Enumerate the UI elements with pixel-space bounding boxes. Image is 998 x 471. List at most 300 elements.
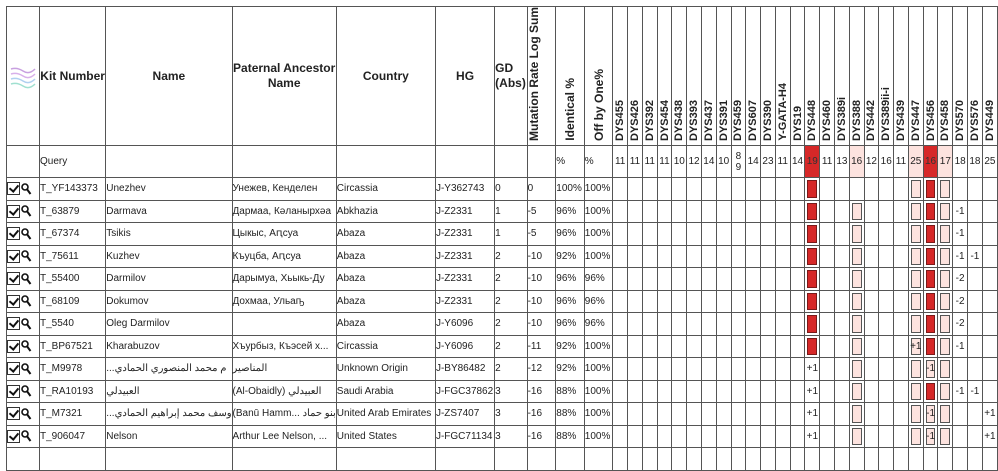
marker-header-dys392[interactable] — [642, 7, 657, 146]
paternal-ancestor-cell: Хъурбыз, Къэсей х... — [232, 335, 336, 358]
kit-number-cell[interactable]: T_5540 — [40, 313, 106, 336]
marker-header-label: Y-GATA-H4 — [776, 83, 789, 141]
query-marker-value: 19 — [805, 146, 820, 178]
kit-number-cell[interactable]: T_YF143373 — [40, 178, 106, 201]
marker-cell — [879, 178, 894, 201]
marker-cell — [923, 200, 938, 223]
select-checkbox[interactable] — [7, 250, 20, 263]
marker-cell — [731, 380, 746, 403]
logo-icon — [9, 65, 37, 87]
header-paternal-ancestor[interactable]: Paternal Ancestor Name — [232, 7, 336, 146]
marker-cell — [687, 200, 702, 223]
search-icon[interactable] — [21, 385, 31, 397]
marker-cell — [894, 313, 909, 336]
marker-cell — [864, 335, 879, 358]
marker-cell — [657, 403, 672, 426]
header-name[interactable]: Name — [106, 7, 232, 146]
select-checkbox[interactable] — [7, 182, 20, 195]
country-cell: Circassia — [336, 335, 435, 358]
off-by-one-cell: 100% — [584, 335, 613, 358]
marker-cell — [908, 380, 923, 403]
marker-header-dys607[interactable] — [746, 7, 761, 146]
marker-header-dys449[interactable] — [982, 7, 997, 146]
marker-cell — [672, 178, 687, 201]
country-cell: Unknown Origin — [336, 358, 435, 381]
marker-header-dys391[interactable] — [716, 7, 731, 146]
marker-cell — [894, 448, 909, 471]
app-logo — [7, 65, 39, 87]
marker-cell — [894, 358, 909, 381]
query-marker-value: 25 — [908, 146, 923, 178]
search-icon[interactable] — [21, 340, 31, 352]
marker-cell — [790, 245, 805, 268]
table-row[interactable] — [7, 178, 998, 201]
header-hg[interactable]: HG — [435, 7, 494, 146]
match-marker-swatch — [926, 225, 936, 243]
marker-cell — [805, 290, 820, 313]
country-cell: Abaza — [336, 245, 435, 268]
search-icon[interactable] — [21, 295, 31, 307]
kit-number-cell[interactable]: T_68109 — [40, 290, 106, 313]
select-checkbox[interactable] — [7, 295, 20, 308]
marker-cell — [790, 290, 805, 313]
marker-cell — [672, 313, 687, 336]
marker-cell — [864, 268, 879, 291]
marker-cell — [894, 200, 909, 223]
identical-pct-cell: 96% — [556, 290, 585, 313]
name-cell: Darmilov — [106, 268, 232, 291]
haplogroup-cell: J-Z2331 — [435, 290, 494, 313]
select-checkbox[interactable] — [7, 407, 20, 420]
marker-cell — [982, 245, 997, 268]
query-marker-swatch — [940, 293, 950, 311]
marker-cell — [761, 178, 776, 201]
haplogroup-cell: J-Z2331 — [435, 245, 494, 268]
marker-cell — [820, 223, 835, 246]
search-icon[interactable] — [21, 273, 31, 285]
query-ancestor-blank — [232, 146, 336, 178]
marker-cell — [672, 403, 687, 426]
marker-cell — [879, 403, 894, 426]
marker-cell — [716, 200, 731, 223]
marker-header-label: DYS393 — [688, 100, 701, 141]
off-by-one-cell — [584, 448, 613, 471]
query-marker-swatch — [940, 428, 950, 446]
marker-cell — [701, 268, 716, 291]
marker-cell — [701, 403, 716, 426]
genetic-distance-cell: 2 — [495, 290, 527, 313]
marker-cell — [790, 358, 805, 381]
marker-cell — [790, 178, 805, 201]
marker-cell — [746, 290, 761, 313]
country-cell: Saudi Arabia — [336, 380, 435, 403]
query-marker-swatch — [911, 383, 921, 401]
marker-cell — [834, 223, 849, 246]
marker-cell — [879, 425, 894, 448]
marker-header-dys576[interactable] — [968, 7, 983, 146]
table-row[interactable] — [7, 425, 998, 448]
search-icon[interactable] — [21, 408, 31, 420]
marker-header-label: DYS389ii-i — [880, 87, 893, 141]
marker-cell — [908, 448, 923, 471]
marker-cell — [701, 313, 716, 336]
marker-header-dys437[interactable] — [701, 7, 716, 146]
marker-difference: -1 — [955, 385, 965, 397]
marker-cell — [716, 448, 731, 471]
identical-pct-cell: 96% — [556, 268, 585, 291]
kit-number-cell[interactable]: T_63879 — [40, 200, 106, 223]
marker-header-label: DYS437 — [702, 100, 715, 141]
name-cell: Unezhev — [106, 178, 232, 201]
marker-header-dys426[interactable] — [628, 7, 643, 146]
table-row[interactable] — [7, 268, 998, 291]
query-marker-swatch — [940, 315, 950, 333]
marker-cell — [642, 223, 657, 246]
marker-cell — [968, 200, 983, 223]
query-hg-blank — [435, 146, 494, 178]
haplogroup-cell: J-Z2331 — [435, 200, 494, 223]
search-icon[interactable] — [21, 250, 31, 262]
marker-cell — [938, 268, 953, 291]
header-mutation-rate-label: Mutation Rate Log Sum — [527, 7, 542, 141]
marker-header-dys19[interactable] — [790, 7, 805, 146]
off-by-one-cell: 100% — [584, 223, 613, 246]
marker-cell — [982, 358, 997, 381]
name-cell — [106, 448, 232, 471]
marker-cell — [790, 425, 805, 448]
marker-cell — [894, 403, 909, 426]
table-row[interactable] — [7, 358, 998, 381]
marker-header-dys455[interactable] — [613, 7, 628, 146]
marker-cell — [968, 380, 983, 403]
select-checkbox[interactable] — [7, 362, 20, 375]
marker-header-dys388[interactable] — [849, 7, 864, 146]
marker-cell — [864, 380, 879, 403]
mutation-rate-cell: -11 — [527, 335, 556, 358]
search-icon[interactable] — [21, 318, 31, 330]
select-checkbox[interactable] — [7, 340, 20, 353]
marker-cell — [642, 245, 657, 268]
marker-cell — [613, 380, 628, 403]
marker-cell — [687, 313, 702, 336]
marker-cell — [657, 178, 672, 201]
query-marker-swatch — [911, 293, 921, 311]
marker-cell — [790, 268, 805, 291]
marker-cell — [908, 200, 923, 223]
marker-cell — [701, 290, 716, 313]
marker-header-dys389i[interactable] — [834, 7, 849, 146]
table-row[interactable] — [7, 200, 998, 223]
query-marker-swatch — [940, 248, 950, 266]
marker-cell — [731, 425, 746, 448]
marker-cell — [968, 290, 983, 313]
marker-header-dys393[interactable] — [687, 7, 702, 146]
marker-cell — [746, 380, 761, 403]
kit-number-cell[interactable]: T_RA10193 — [40, 380, 106, 403]
marker-header-dys390[interactable] — [761, 7, 776, 146]
row-controls — [7, 178, 40, 201]
marker-cell — [968, 178, 983, 201]
marker-cell — [761, 268, 776, 291]
search-icon[interactable] — [21, 363, 31, 375]
marker-cell — [805, 358, 820, 381]
marker-cell — [613, 448, 628, 471]
marker-cell — [982, 448, 997, 471]
country-cell: United States — [336, 425, 435, 448]
marker-difference: -1 — [955, 228, 965, 240]
haplogroup-cell: J-FGC37862 — [435, 380, 494, 403]
marker-cell — [820, 358, 835, 381]
kit-number-cell[interactable]: T_55400 — [40, 268, 106, 291]
marker-cell — [672, 335, 687, 358]
marker-cell — [746, 268, 761, 291]
query-marker-value: 10 — [672, 146, 687, 178]
marker-cell — [953, 290, 968, 313]
name-cell: Nelson — [106, 425, 232, 448]
kit-number-cell[interactable] — [40, 448, 106, 471]
marker-cell — [687, 448, 702, 471]
genetic-distance-cell: 3 — [495, 380, 527, 403]
query-marker-value: 13 — [834, 146, 849, 178]
marker-cell — [716, 425, 731, 448]
search-icon[interactable] — [21, 183, 31, 195]
header-mutation-rate[interactable] — [527, 7, 556, 146]
query-marker-value: 12 — [687, 146, 702, 178]
identical-pct-cell — [556, 448, 585, 471]
off-by-one-cell: 100% — [584, 380, 613, 403]
marker-cell — [923, 178, 938, 201]
marker-header-label: DYS390 — [761, 100, 774, 141]
mutation-rate-cell: 0 — [527, 178, 556, 201]
marker-cell — [672, 380, 687, 403]
kit-number-cell[interactable]: T_906047 — [40, 425, 106, 448]
marker-cell — [775, 200, 790, 223]
marker-header-dys458[interactable] — [938, 7, 953, 146]
marker-cell — [613, 425, 628, 448]
marker-cell — [864, 403, 879, 426]
haplogroup-cell: J-Z2331 — [435, 223, 494, 246]
marker-header-dys454[interactable] — [657, 7, 672, 146]
marker-cell — [953, 268, 968, 291]
marker-cell — [731, 268, 746, 291]
marker-cell — [864, 425, 879, 448]
marker-header-label: DYS460 — [821, 100, 834, 141]
marker-header-label: DYS19 — [791, 106, 804, 141]
marker-difference: +1 — [806, 408, 819, 420]
marker-cell — [628, 335, 643, 358]
marker-cell — [687, 335, 702, 358]
select-checkbox[interactable] — [7, 317, 20, 330]
select-checkbox[interactable] — [7, 272, 20, 285]
search-icon[interactable] — [21, 430, 31, 442]
select-checkbox[interactable] — [7, 205, 20, 218]
marker-cell — [849, 403, 864, 426]
query-marker-swatch — [911, 428, 921, 446]
marker-cell — [879, 448, 894, 471]
query-marker-value: 10 — [716, 146, 731, 178]
query-name-blank — [106, 146, 232, 178]
marker-cell — [953, 178, 968, 201]
marker-cell — [731, 403, 746, 426]
query-marker-swatch — [852, 405, 862, 423]
table-row[interactable] — [7, 290, 998, 313]
marker-cell — [613, 335, 628, 358]
table-row[interactable] — [7, 403, 998, 426]
haplogroup-cell — [435, 448, 494, 471]
query-marker-swatch — [911, 248, 921, 266]
marker-cell — [834, 380, 849, 403]
kit-number-cell[interactable]: T_M9978 — [40, 358, 106, 381]
table-row[interactable] — [7, 380, 998, 403]
table-row[interactable] — [7, 245, 998, 268]
mutation-rate-cell: -10 — [527, 268, 556, 291]
query-marker-swatch — [852, 225, 862, 243]
marker-cell — [923, 403, 938, 426]
marker-cell — [628, 268, 643, 291]
marker-cell — [716, 380, 731, 403]
country-cell — [336, 448, 435, 471]
table-row[interactable] — [7, 335, 998, 358]
marker-cell — [657, 425, 672, 448]
marker-cell — [923, 245, 938, 268]
marker-cell — [761, 290, 776, 313]
marker-cell — [968, 268, 983, 291]
marker-cell — [820, 290, 835, 313]
row-controls — [7, 448, 40, 471]
row-controls — [7, 200, 40, 223]
marker-cell — [864, 313, 879, 336]
match-marker-swatch — [926, 180, 936, 198]
marker-cell — [716, 403, 731, 426]
query-marker-value: 18 — [968, 146, 983, 178]
query-marker-value: 11 — [628, 146, 643, 178]
marker-cell — [761, 425, 776, 448]
marker-cell — [775, 380, 790, 403]
header-off-by-one[interactable] — [584, 7, 613, 146]
marker-header-dys459[interactable] — [731, 7, 746, 146]
marker-cell — [687, 358, 702, 381]
kit-number-cell[interactable]: T_BP67521 — [40, 335, 106, 358]
marker-cell — [642, 313, 657, 336]
match-marker-swatch — [807, 180, 817, 198]
name-cell: Tsikis — [106, 223, 232, 246]
marker-cell — [761, 223, 776, 246]
select-checkbox[interactable] — [7, 385, 20, 398]
query-marker-swatch — [852, 270, 862, 288]
marker-cell — [879, 200, 894, 223]
select-checkbox[interactable] — [7, 430, 20, 443]
marker-cell — [968, 223, 983, 246]
kit-number-cell[interactable]: T_M7321 — [40, 403, 106, 426]
marker-header-dys570[interactable] — [953, 7, 968, 146]
marker-header-label: DYS455 — [614, 100, 627, 141]
marker-cell — [849, 380, 864, 403]
query-marker-value: 23 — [761, 146, 776, 178]
marker-cell — [701, 223, 716, 246]
marker-cell — [879, 313, 894, 336]
marker-cell — [923, 335, 938, 358]
marker-cell — [642, 403, 657, 426]
marker-cell — [849, 223, 864, 246]
marker-cell — [908, 403, 923, 426]
marker-difference: -2 — [955, 295, 965, 307]
match-marker-swatch — [807, 315, 817, 333]
kit-number-cell[interactable]: T_75611 — [40, 245, 106, 268]
marker-difference: -1 — [955, 205, 965, 217]
marker-cell — [938, 245, 953, 268]
marker-cell — [701, 245, 716, 268]
marker-cell — [968, 425, 983, 448]
off-by-one-cell: 100% — [584, 425, 613, 448]
mutation-rate-cell: -16 — [527, 403, 556, 426]
select-checkbox[interactable] — [7, 227, 20, 240]
marker-cell — [805, 335, 820, 358]
header-kit-number[interactable]: Kit Number — [40, 7, 106, 146]
marker-header-dys389ii-i[interactable] — [879, 7, 894, 146]
marker-cell — [968, 448, 983, 471]
marker-header-dys456[interactable] — [923, 7, 938, 146]
marker-header-dys447[interactable] — [908, 7, 923, 146]
marker-cell — [701, 335, 716, 358]
marker-cell — [820, 268, 835, 291]
search-icon[interactable] — [21, 205, 31, 217]
marker-header-y-gata-h4[interactable] — [775, 7, 790, 146]
marker-header-dys442[interactable] — [864, 7, 879, 146]
search-icon[interactable] — [21, 228, 31, 240]
query-marker-swatch — [911, 180, 921, 198]
header-identical[interactable] — [556, 7, 585, 146]
marker-header-dys439[interactable] — [894, 7, 909, 146]
off-by-one-cell: 100% — [584, 200, 613, 223]
kit-number-cell[interactable]: T_67374 — [40, 223, 106, 246]
genetic-distance-cell: 1 — [495, 200, 527, 223]
paternal-ancestor-cell — [232, 313, 336, 336]
match-marker-swatch — [926, 203, 936, 221]
marker-cell — [805, 223, 820, 246]
marker-cell — [805, 268, 820, 291]
marker-header-dys448[interactable] — [805, 7, 820, 146]
marker-header-dys460[interactable] — [820, 7, 835, 146]
haplogroup-cell: J-Y362743 — [435, 178, 494, 201]
marker-cell — [687, 380, 702, 403]
marker-difference: -2 — [955, 273, 965, 285]
marker-cell — [672, 290, 687, 313]
marker-cell — [746, 358, 761, 381]
marker-cell — [805, 245, 820, 268]
header-gd[interactable]: GD (Abs) — [495, 7, 527, 146]
marker-cell — [642, 178, 657, 201]
marker-cell — [761, 358, 776, 381]
marker-cell — [923, 313, 938, 336]
marker-cell — [908, 290, 923, 313]
marker-cell — [775, 403, 790, 426]
marker-cell — [657, 358, 672, 381]
table-row[interactable] — [7, 448, 998, 471]
marker-cell — [938, 200, 953, 223]
table-row[interactable] — [7, 223, 998, 246]
identical-pct-cell: 92% — [556, 358, 585, 381]
query-marker-value: 25 — [982, 146, 997, 178]
header-country[interactable]: Country — [336, 7, 435, 146]
marker-header-label: DYS454 — [658, 100, 671, 141]
query-marker-value: 11 — [775, 146, 790, 178]
table-row[interactable] — [7, 313, 998, 336]
marker-header-dys438[interactable] — [672, 7, 687, 146]
query-marker-value: 11 — [613, 146, 628, 178]
marker-cell — [731, 178, 746, 201]
match-marker-swatch — [807, 248, 817, 266]
marker-cell — [879, 380, 894, 403]
